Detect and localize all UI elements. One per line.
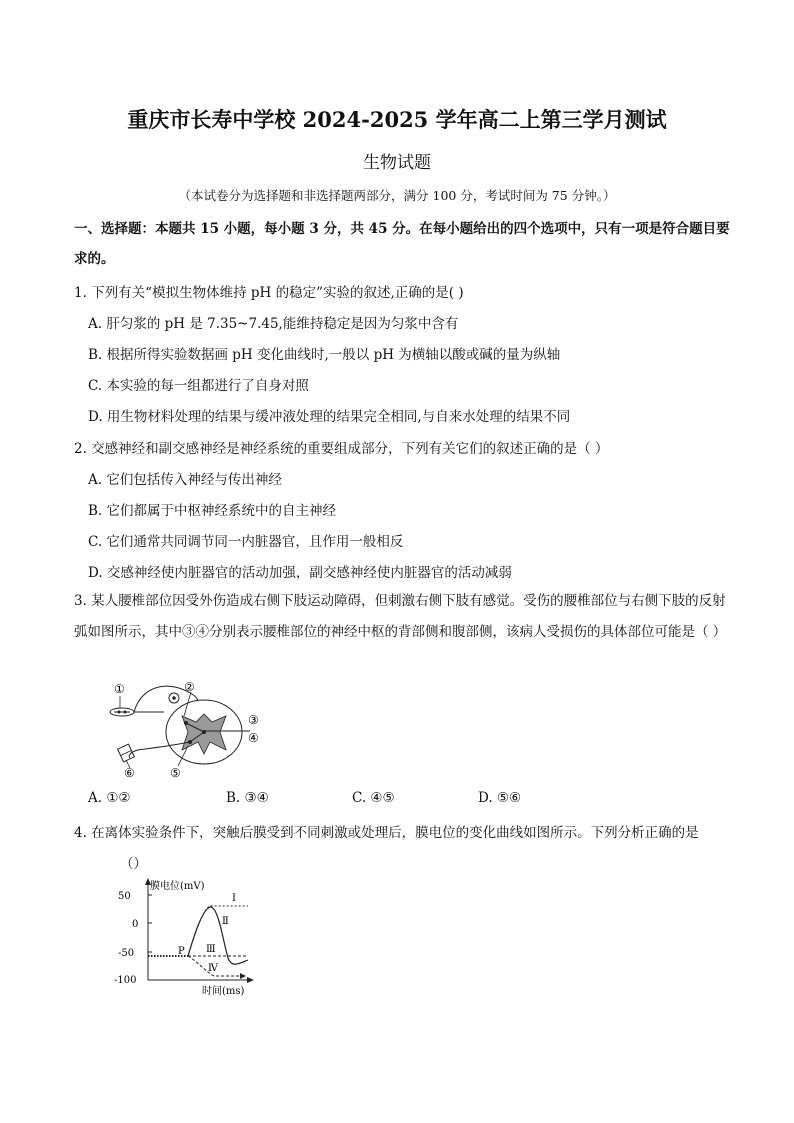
figure-label-1: ① xyxy=(114,682,125,696)
question-3-option-d: D. ⑤⑥ xyxy=(478,790,522,806)
curve-i xyxy=(188,906,248,956)
question-1-option-c: C. 本实验的每一组都进行了自身对照 xyxy=(88,378,309,394)
question-2-option-a: A. 它们包括传入神经与传出神经 xyxy=(88,472,282,488)
question-1-option-d: D. 用生物材料处理的结果与缓冲液处理的结果完全相同,与自来水处理的结果不同 xyxy=(88,409,571,425)
y-tick-neg100: -100 xyxy=(114,975,137,986)
y-axis-label: 膜电位(mV) xyxy=(150,881,205,892)
y-tick-0: 0 xyxy=(132,919,139,930)
question-1-stem: 1. 下列有关“模拟生物体维持 pH 的稳定”实验的叙述,正确的是( ) xyxy=(74,285,464,301)
curve-label-iv: Ⅳ xyxy=(208,963,218,974)
question-2-option-d: D. 交感神经使内脏器官的活动加强，副交感神经使内脏器官的活动减弱 xyxy=(88,565,512,581)
question-3-option-a: A. ①② xyxy=(88,790,131,806)
figure-label-2: ② xyxy=(184,680,195,694)
curve-label-iii: Ⅲ xyxy=(206,944,216,955)
page-subtitle: 生物试题 xyxy=(363,153,431,173)
figure-label-3: ③ xyxy=(248,713,259,727)
receptor-icon xyxy=(110,708,134,716)
question-2-option-b: B. 它们都属于中枢神经系统中的自主神经 xyxy=(88,503,337,519)
exam-note: （本试卷分为选择题和非选择题两部分，满分 100 分，考试时间为 75 分钟。） xyxy=(178,188,616,203)
question-1-option-b: B. 根据所得实验数据画 pH 变化曲线时,一般以 pH 为横轴以酸或碱的量为纵轴 xyxy=(88,347,561,363)
question-4-paren: （） xyxy=(120,856,147,872)
membrane-potential-figure xyxy=(114,876,264,1000)
page-title: 重庆市长寿中学校 2024-2025 学年高二上第三学月测试 xyxy=(127,107,667,132)
curve-label-ii: Ⅱ xyxy=(222,916,229,927)
point-p-label: P xyxy=(178,946,185,957)
y-tick-50: 50 xyxy=(118,891,131,902)
figure-label-4: ④ xyxy=(248,731,259,745)
question-2-option-c: C. 它们通常共同调节同一内脏器官，且作用一般相反 xyxy=(88,534,404,550)
question-3-stem: 3. 某人腰椎部位因受外伤造成右侧下肢运动障碍，但刺激右侧下肢有感觉。受伤的腰椎部位与右侧下肢的反射弧如图所示，其中③④分别表示腰椎部位的神经中枢的背部侧和腹部侧，该病人受损伤的具体部位可能是（ ） xyxy=(74,593,727,640)
figure-label-6: ⑥ xyxy=(124,766,135,780)
figure-label-5: ⑤ xyxy=(170,766,181,780)
x-axis-label: 时间(ms) xyxy=(202,986,245,997)
question-2-stem: 2. 交感神经和副交感神经是神经系统的重要组成部分，下列有关它们的叙述正确的是（ ） xyxy=(74,441,609,457)
section-heading: 一、选择题：本题共 15 小题，每小题 3 分，共 45 分。在每小题给出的四个选项中，只有一项是符合题目要求的。 xyxy=(74,221,730,267)
reflex-arc-figure xyxy=(100,676,280,786)
question-3-option-b: B. ③④ xyxy=(226,790,269,806)
y-tick-neg50: -50 xyxy=(118,948,135,959)
question-4-stem: 4. 在离体实验条件下，突触后膜受到不同刺激或处理后，膜电位的变化曲线如图所示。下列分析正确的是 xyxy=(74,825,699,841)
question-3-option-c: C. ④⑤ xyxy=(352,790,395,806)
question-1-option-a: A. 肝匀浆的 pH 是 7.35~7.45,能维持稳定是因为匀浆中含有 xyxy=(88,316,459,332)
curve-label-i: Ⅰ xyxy=(232,893,236,904)
